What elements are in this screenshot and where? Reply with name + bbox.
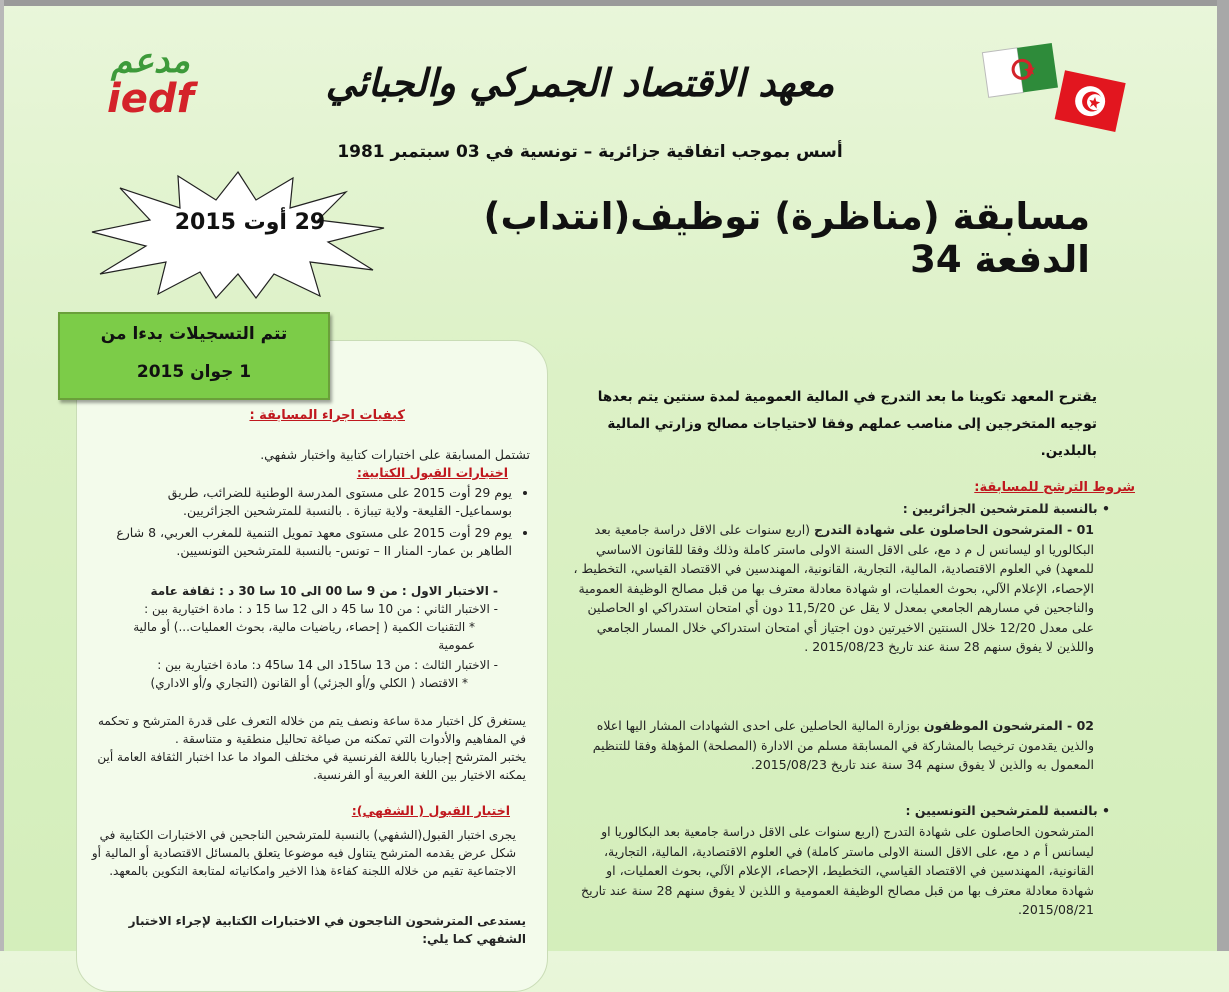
algeria-heading: • بالنسبة للمترشحين الجزائريين : xyxy=(902,501,1110,516)
conditions-heading: شروط الترشح للمسابقة: xyxy=(974,480,1135,495)
starburst-icon xyxy=(88,170,388,300)
test-2: - الاختبار الثاني : من 10 سا 45 د الى 12 سا 15 د : مادة اختيارية بين : xyxy=(144,602,498,616)
condition-item-1-label: 01 - المترشحون الحاصلون على شهادة التدرج xyxy=(814,522,1094,537)
oral-test-heading: اختبار القبول ( الشفهي): xyxy=(351,803,510,818)
tunisia-conditions-text: المترشحون الحاصلون على شهادة التدرج (اربع سنوات على الاقل دراسة جامعية بعد البكالوريا او ليسانس أ م د مع، على الاقل السنة الاولى ماستر كاملة) في العلوم الاقتصادية، المالية، التجارية، القانونية، المهندسين في الاقتصاد القياسي، التخطيط، الإحصاء، الإعلام الآلي، بحوث العمليات، او شهادة معادلة معترف بها من قبل مصالح الوظيفة العمومية و اللذين لا يفوق سنهم 28 سنة عند تاريخ 2015/08/21. xyxy=(581,824,1094,917)
test-2-options: * التقنيات الكمية ( إحصاء، رياضيات مالية، بحوث العمليات...) أو مالية عمومية xyxy=(133,620,475,652)
tunisia-heading-text: بالنسبة للمترشحين التونسيين : xyxy=(905,803,1098,818)
window-left-border xyxy=(0,0,4,951)
institute-title: معهد الاقتصاد الجمركي والجبائي xyxy=(325,60,835,105)
written-location-algeria xyxy=(108,484,528,564)
svg-text:iedf: iedf xyxy=(107,76,194,120)
test-1: - الاختبار الاول : من 9 سا 00 الى 10 سا 30 د : ثقافة عامة xyxy=(150,584,498,598)
algeria-heading-text: بالنسبة للمترشحين الجزائريين : xyxy=(902,501,1098,516)
location-algeria-text: • يوم 29 أوت 2015 على مستوى المدرسة الوطنية للضرائب، طريق بوسماعيل- القليعة- ولاية تيبازة . بالنسبة للمترشحين الجزائريين. xyxy=(108,484,512,520)
test-3: - الاختبار الثالث : من 13 سا15د الى 14 سا45 د: مادة اختيارية بين : xyxy=(157,658,498,672)
registration-box xyxy=(58,312,330,400)
procedure-heading: كيفيات اجراء المسابقة : xyxy=(249,408,405,423)
procedure-intro: تشتمل المسابقة على اختبارات كتابية واختبار شفهي. xyxy=(260,447,530,462)
written-tests-heading: اختبارات القبول الكتابية: xyxy=(356,465,508,480)
flags-icon xyxy=(978,36,1128,156)
window-scrollbar[interactable] xyxy=(1217,0,1229,951)
svg-text:مدعم: مدعم xyxy=(111,41,190,81)
founding-line: أسس بموجب اتفاقية جزائرية – تونسية في 03 سبتمبر 1981 xyxy=(337,142,843,162)
contest-title: مسابقة (مناظرة) توظيف(انتداب) الدفعة 34 xyxy=(483,195,1090,281)
program-intro: يقترح المعهد تكوينا ما بعد التدرج في المالية العمومية لمدة سنتين يتم بعدها توجيه المتخرجين إلى مناصب عملهم وفقا لاحتياجات مصالح وزارتي المالية بالبلدين. xyxy=(597,389,1097,459)
tunisia-heading: • بالنسبة للمترشحين التونسيين : xyxy=(905,803,1110,818)
condition-item-2-label: 02 - المترشحون الموظفون xyxy=(923,718,1094,733)
duration-note: يستغرق كل اختبار مدة ساعة ونصف يتم من خلاله التعرف على قدرة المترشح و تحكمه في المفاهيم والأدوات التي تمكنه من صياغة تحاليل منطقية و متناسقة . xyxy=(97,714,526,746)
registration-line-2: 1 جوان 2015 xyxy=(136,362,252,382)
language-note: يختبر المترشح إجباريا باللغة الفرنسية في مختلف المواد ما عدا اختبار الثقافة العامة أين يمكنه الاختيار بين اللغة العربية أو الفرنسية. xyxy=(97,750,526,782)
location-tunisia-text: • يوم 29 أوت 2015 على مستوى معهد تمويل التنمية للمغرب العربي، 8 شارع الطاهر بن عمار- المنار II – تونس- بالنسبة للمترشحين التونسيين. xyxy=(108,524,512,560)
condition-item-2-text: بوزارة المالية الحاصلين على احدى الشهادات المشار اليها اعلاه والذين يقدمون ترخيصا بالمشاركة في المسابقة مسلم من الادارة (المصلحة) المؤهلة وفقا للتنظيم المعمول به والذين لا يفوق سنهم 34 سنة عند تاريخ 2015/08/23. xyxy=(592,718,1094,772)
iedf-logo-icon xyxy=(103,40,238,120)
contest-date: 29 أوت 2015 xyxy=(174,210,326,235)
condition-item-2 xyxy=(572,716,1094,775)
oral-test-text: يجرى اختبار القبول(الشفهي) بالنسبة للمترشحين الناجحين في الاختبارات الكتابية في شكل عرض يقدمه المترشح يتناول فيه موضوعا يتعلق بالمسائل الاقتصادية أو المالية أو الاجتماعية تقيم من خلاله اللجنة كفاءة هذا الاخير وامكانياته لمتابعة التكوين بالمعهد. xyxy=(91,828,516,878)
registration-line-1: تتم التسجيلات بدءا من xyxy=(100,324,288,344)
oral-invite: يستدعى المترشحون الناجحون في الاختبارات الكتابية لإجراء الاختبار الشفهي كما يلي: xyxy=(128,914,526,946)
window-top-border xyxy=(0,0,1229,6)
condition-item-1-text: (اربع سنوات على الاقل دراسة جامعية بعد البكالوريا او ليسانس ل م د مع، على الاقل السنة الاولى ماستر كاملة وذلك وفقا للقانون الاساسي للمعهد) في العلوم الاقتصادية، المالية، التجارية، القانونية، المهندسين في الاقتصاد القياسي، التخطيط ، الإحصاء، الإعلام الآلي، بحوث العمليات، او شهادة معادلة معترف بها من قبل مصالح الوظيفة العمومية والناجحين في مسارهم الجامعي بمعدل لا يقل عن 11,5/20 دون أي امتحان استدراكي او الحاصلين على معدل 12/20 خلال السنتين الاخيرتين دون اجتياز أي امتحان استدراكي خلال المسار الجامعي واللذين لا يفوق سنهم 28 سنة عند تاريخ 2015/08/23 . xyxy=(573,522,1094,654)
condition-item-1 xyxy=(572,520,1094,657)
test-3-options: * الاقتصاد ( الكلي و/أو الجزئي) أو القانون (التجاري و/أو الاداري) xyxy=(150,676,468,690)
